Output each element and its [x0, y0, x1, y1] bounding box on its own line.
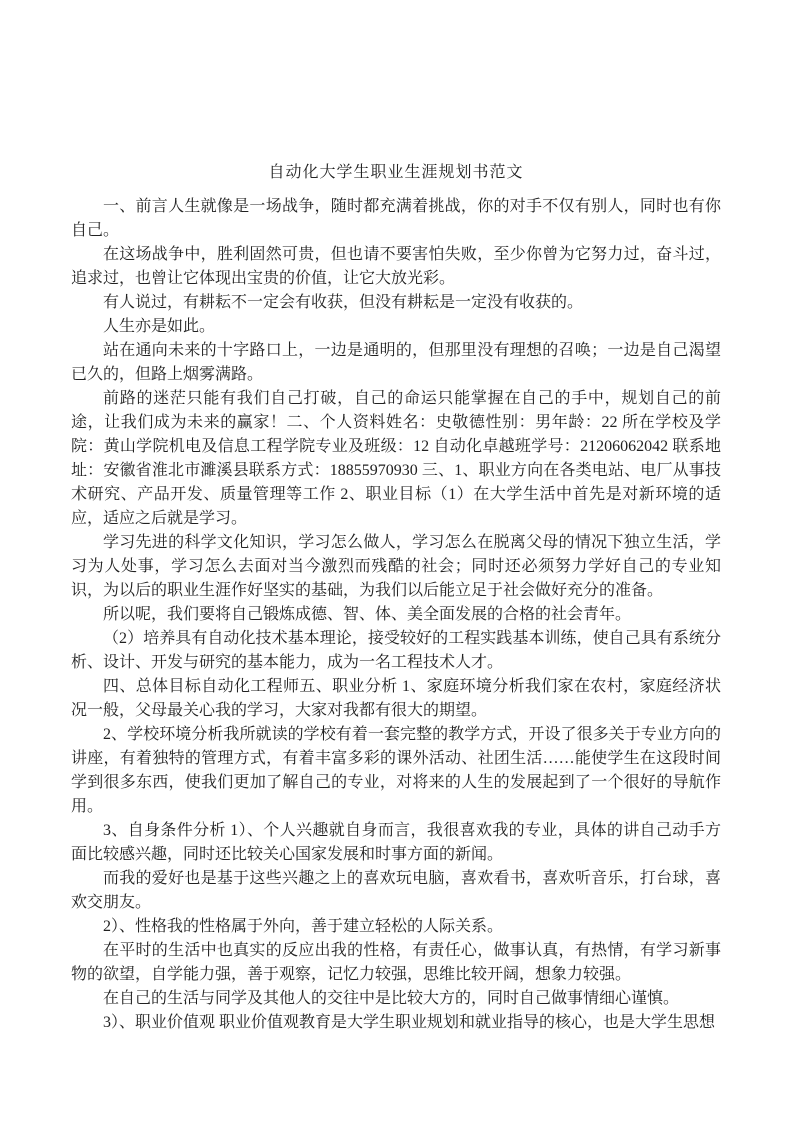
- paragraph: 而我的爱好也是基于这些兴趣之上的喜欢玩电脑，喜欢看书，喜欢听音乐，打台球，喜欢交朋友。: [71, 870, 721, 911]
- paragraph: 所以呢，我们要将自己锻炼成德、智、体、美全面发展的合格的社会青年。: [103, 606, 632, 623]
- document-title: 自动化大学生职业生涯规划书范文: [268, 164, 524, 181]
- paragraph: 学习先进的科学文化知识，学习怎么做人，学习怎么在脱离父母的情况下独立生活，学习为人处事，学习怎么去面对当今激烈而残酷的社会；同时还必须努力学好自己的专业知识，为以后的职业生涯作好坚实的基础，为我们以后能立足于社会做好充分的准备。: [71, 534, 721, 599]
- paragraph: 有人说过，有耕耘不一定会有收获，但没有耕耘是一定没有收获的。: [103, 294, 584, 311]
- paragraph: 一、前言人生就像是一场战争，随时都充满着挑战，你的对手不仅有别人，同时也有你自己。: [71, 198, 721, 239]
- paragraph: 人生亦是如此。: [103, 318, 216, 335]
- paragraph: 在平时的生活中也真实的反应出我的性格，有责任心，做事认真，有热情，有学习新事物的欲望，自学能力强，善于观察，记忆力较强，思维比较开阔，想象力较强。: [71, 942, 721, 983]
- paragraph: 站在通向未来的十字路口上，一边是通明的，但那里没有理想的召唤；一边是自己渴望已久的，但路上烟雾满路。: [71, 342, 721, 383]
- paragraph: 3）、职业价值观 职业价值观教育是大学生职业规划和就业指导的核心，也是大学生思想: [103, 1014, 716, 1031]
- paragraph: 在自己的生活与同学及其他人的交往中是比较大方的，同时自己做事情细心谨慎。: [103, 990, 680, 1007]
- paragraph: 2）、性格我的性格属于外向，善于建立轻松的人际关系。: [103, 918, 504, 935]
- paragraph: 在这场战争中，胜利固然可贵，但也请不要害怕失败，至少你曾为它努力过，奋斗过，追求过，也曾让它体现出宝贵的价值，让它大放光彩。: [71, 246, 721, 287]
- paragraph: （2）培养具有自动化技术基本理论，接受较好的工程实践基本训练，使自己具有系统分析、设计、开发与研究的基本能力，成为一名工程技术人才。: [71, 630, 721, 671]
- paragraph: 3、自身条件分析 1）、个人兴趣就自身而言，我很喜欢我的专业，具体的讲自己动手方面比较感兴趣，同时还比较关心国家发展和时事方面的新闻。: [71, 822, 721, 863]
- paragraph: 2、学校环境分析我所就读的学校有着一套完整的教学方式，开设了很多关于专业方向的讲座，有着独特的管理方式，有着丰富多彩的课外活动、社团生活……能使学生在这段时间学到很多东西，使我们更加了解自己的专业，对将来的人生的发展起到了一个很好的导航作用。: [71, 726, 721, 815]
- paragraph: 前路的迷茫只能有我们自己打破，自己的命运只能掌握在自己的手中，规划自己的前途，让我们成为未来的赢家！二、个人资料姓名：史敬德性别：男年龄：22 所在学校及学院：黄山学院机电及信息工程学院专业及班级：12 自动化卓越班学号：21206062042 联系地址：安徽省淮北市濉溪县联系方式：18855970930 三、1、职业方向在各类电站、电厂从事技术研究、产品开发、质量管理等工作 2、职业目标（1）在大学生活中首先是对新环境的适应，适应之后就是学习。: [71, 390, 721, 527]
- paragraph: 四、总体目标自动化工程师五、职业分析 1、家庭环境分析我们家在农村，家庭经济状况一般，父母最关心我的学习，大家对我都有很大的期望。: [71, 678, 721, 719]
